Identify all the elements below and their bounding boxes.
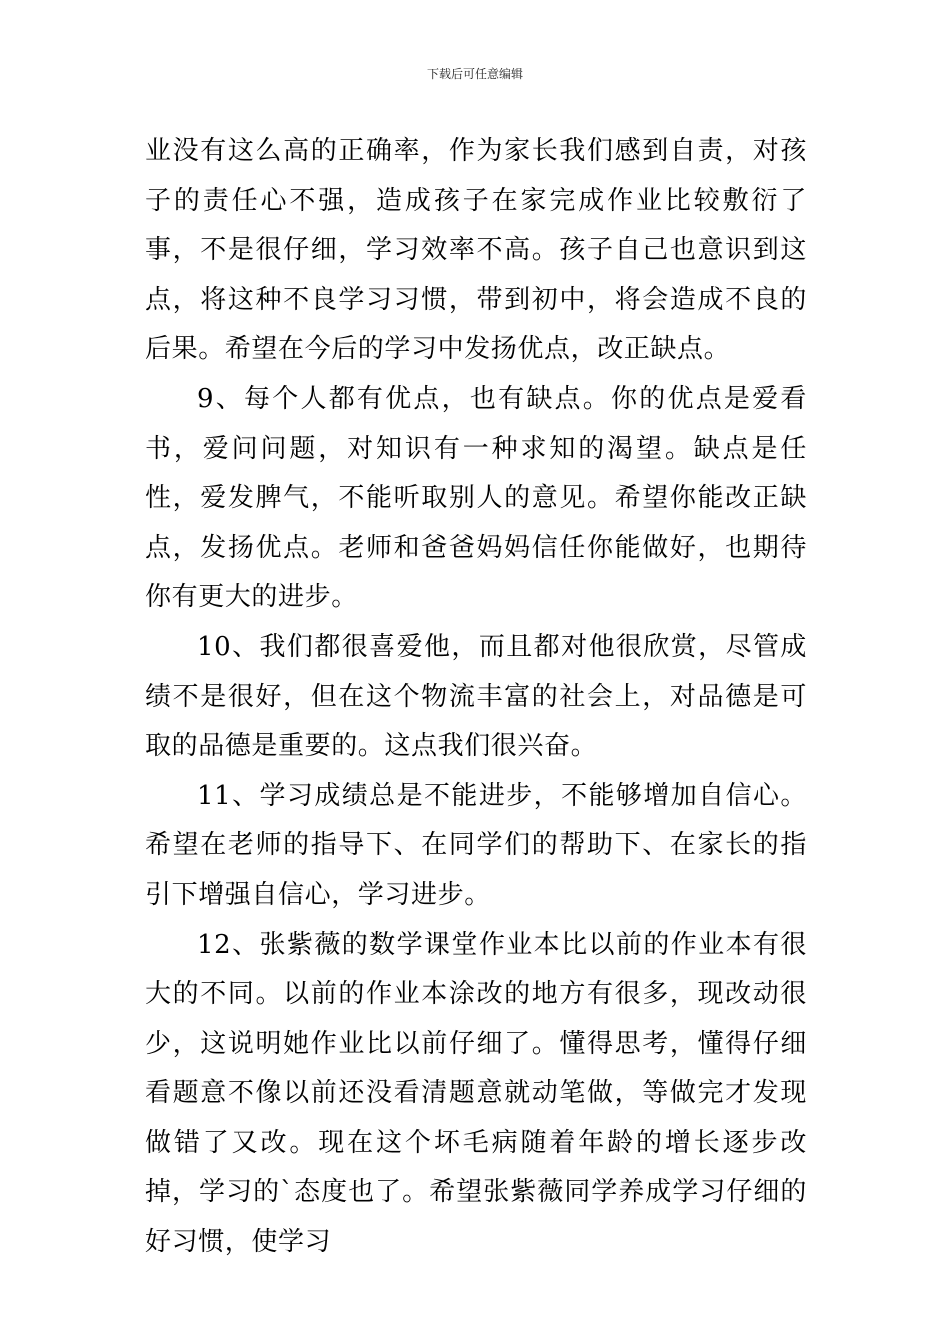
paragraph-item-10: 10、我们都很喜爱他，而且都对他很欣赏，尽管成绩不是很好，但在这个物流丰富的社会上，对品德是可取的品德是重要的。这点我们很兴奋。 (145, 631, 807, 762)
paragraph-item-9: 9、每个人都有优点，也有缺点。你的优点是爱看书，爱问问题，对知识有一种求知的渴望。缺点是任性，爱发脾气，不能听取别人的意见。希望你能改正缺点，发扬优点。老师和爸爸妈妈信任你能做好，也期待你有更大的进步。 (145, 383, 807, 613)
page-header: 下载后可任意编辑 (426, 67, 523, 81)
document-body (145, 127, 807, 1268)
paragraph-continued: 业没有这么高的正确率，作为家长我们感到自责，对孩子的责任心不强，造成孩子在家完成作业比较敷衍了事，不是很仔细，学习效率不高。孩子自己也意识到这点，将这种不良学习习惯，带到初中，将会造成不良的后果。希望在今后的学习中发扬优点，改正缺点。 (145, 136, 807, 365)
paragraph-item-11: 11、学习成绩总是不能进步，不能够增加自信心。希望在老师的指导下、在同学们的帮助下、在家长的指引下增强自信心，学习进步。 (145, 780, 807, 910)
paragraph-item-12: 12、张紫薇的数学课堂作业本比以前的作业本有很大的不同。以前的作业本涂改的地方有很多，现改动很少，这说明她作业比以前仔细了。懂得思考，懂得仔细看题意不像以前还没看清题意就动笔做，等做完才发现做错了又改。现在这个坏毛病随着年龄的增长逐步改掉，学习的`态度也了。希望张紫薇同学养成学习仔细的好习惯，使学习 (145, 929, 807, 1258)
